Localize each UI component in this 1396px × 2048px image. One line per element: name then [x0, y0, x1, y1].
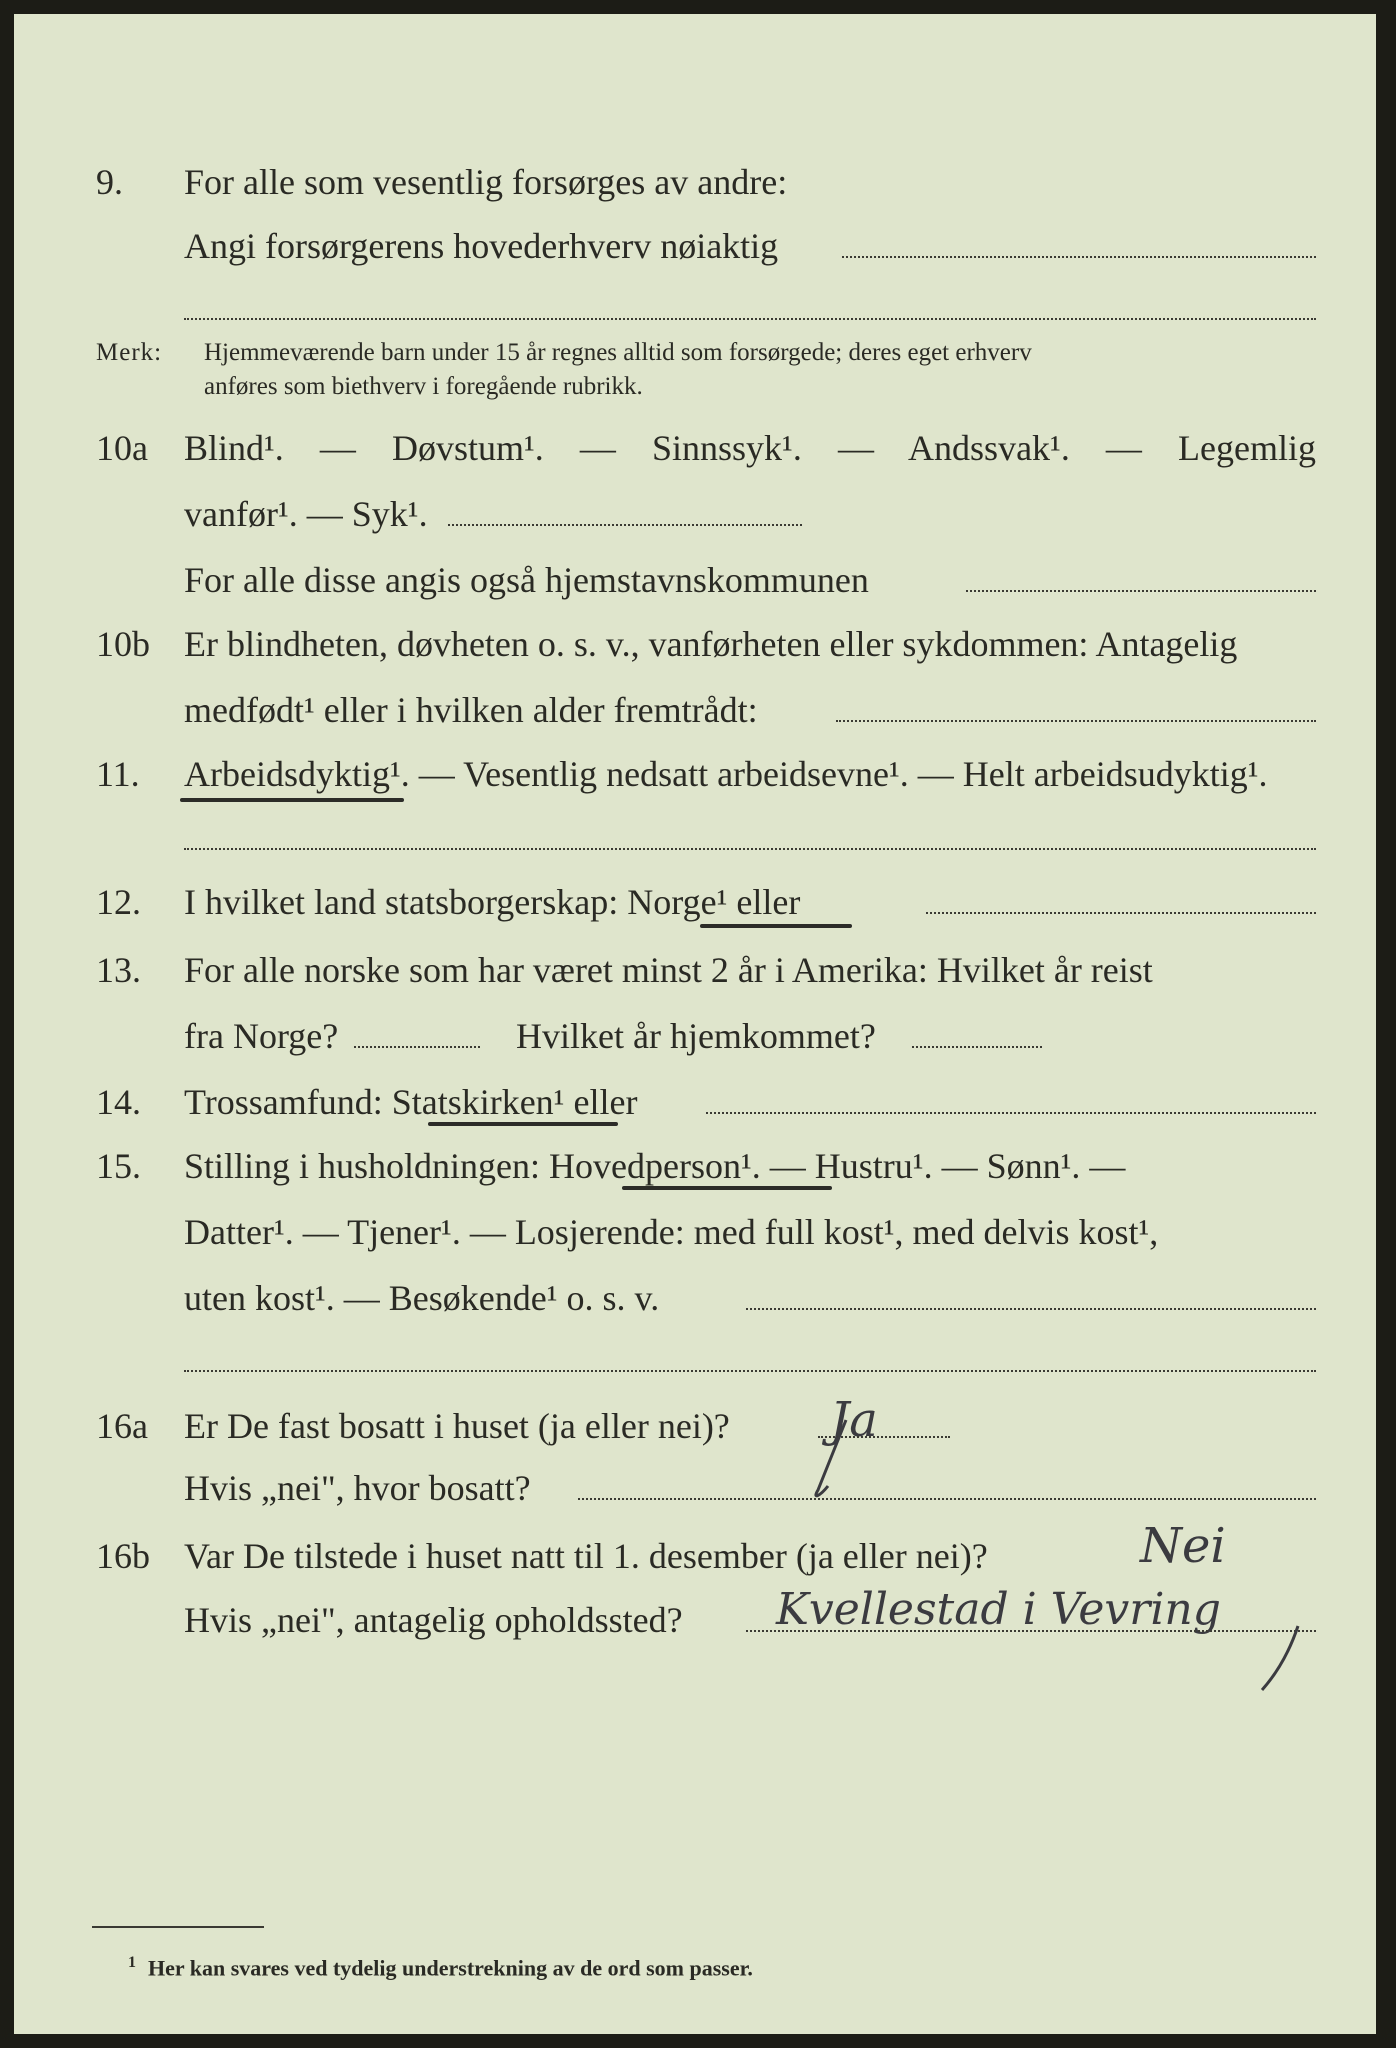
question-number: 16a	[96, 1406, 148, 1446]
question-number: 13.	[96, 950, 141, 990]
question-text: Trossamfund: Statskirken¹ eller	[184, 1082, 638, 1122]
question-text: Blind¹. — Døvstum¹. — Sinnssyk¹. — Andssvak¹. — Legemlig	[184, 428, 1316, 468]
question-number: 10a	[96, 428, 148, 468]
handwritten-answer: Nei	[1140, 1518, 1226, 1574]
footnote-text: Her kan svares ved tydelig understrekning av de ord som passer.	[148, 1955, 753, 1981]
note-text: anføres som biethverv i foregående rubrikk.	[204, 373, 643, 400]
question-text: For alle disse angis også hjemstavnskommunen	[184, 560, 869, 600]
question-number: 15.	[96, 1146, 141, 1186]
footnote-mark: 1	[128, 1954, 136, 1971]
question-text: Datter¹. — Tjener¹. — Losjerende: med full kost¹, med delvis kost¹,	[184, 1212, 1159, 1252]
note-label: Merk:	[96, 339, 163, 366]
question-text: fra Norge?	[184, 1016, 339, 1056]
question-text: medfødt¹ eller i hvilken alder fremtrådt:	[184, 690, 758, 730]
question-text: Stilling i husholdningen: Hovedperson¹. — Hustru¹. — Sønn¹. —	[184, 1146, 1126, 1186]
question-number: 9.	[96, 162, 123, 202]
question-number: 16b	[96, 1536, 150, 1576]
question-number: 11.	[96, 754, 140, 794]
question-text: uten kost¹. — Besøkende¹ o. s. v.	[184, 1278, 660, 1318]
handwritten-answer: Ja	[830, 1392, 878, 1448]
question-number: 10b	[96, 624, 150, 664]
handwritten-answer: Kvellestad i Vevring	[776, 1584, 1221, 1635]
question-text: Hvis „nei", antagelig opholdssted?	[184, 1600, 683, 1640]
question-text: Hvis „nei", hvor bosatt?	[184, 1468, 531, 1508]
question-number: 14.	[96, 1082, 141, 1122]
question-text: Er blindheten, døvheten o. s. v., vanførheten eller sykdommen: Antagelig	[184, 624, 1238, 664]
question-text: Var De tilstede i huset natt til 1. desember (ja eller nei)?	[184, 1536, 988, 1576]
question-text: Hvilket år hjemkommet?	[516, 1016, 876, 1056]
question-text: Angi forsørgerens hovederhverv nøiaktig	[184, 226, 779, 266]
note-text: Hjemmeværende barn under 15 år regnes alltid som forsørgede; deres eget erhverv	[204, 339, 1032, 366]
question-text: vanfør¹. — Syk¹.	[184, 494, 428, 534]
question-text: Er De fast bosatt i huset (ja eller nei)?	[184, 1406, 730, 1446]
question-number: 12.	[96, 882, 141, 922]
question-text: Arbeidsdyktig¹. — Vesentlig nedsatt arbeidsevne¹. — Helt arbeidsudyktig¹.	[184, 754, 1268, 794]
footnote-rule	[92, 1926, 264, 1928]
question-text: For alle norske som har været minst 2 år i Amerika: Hvilket år reist	[184, 950, 1153, 990]
question-text: For alle som vesentlig forsørges av andre:	[184, 162, 788, 202]
footnote	[128, 1954, 753, 1981]
question-text: I hvilket land statsborgerskap: Norge¹ eller	[184, 882, 801, 922]
